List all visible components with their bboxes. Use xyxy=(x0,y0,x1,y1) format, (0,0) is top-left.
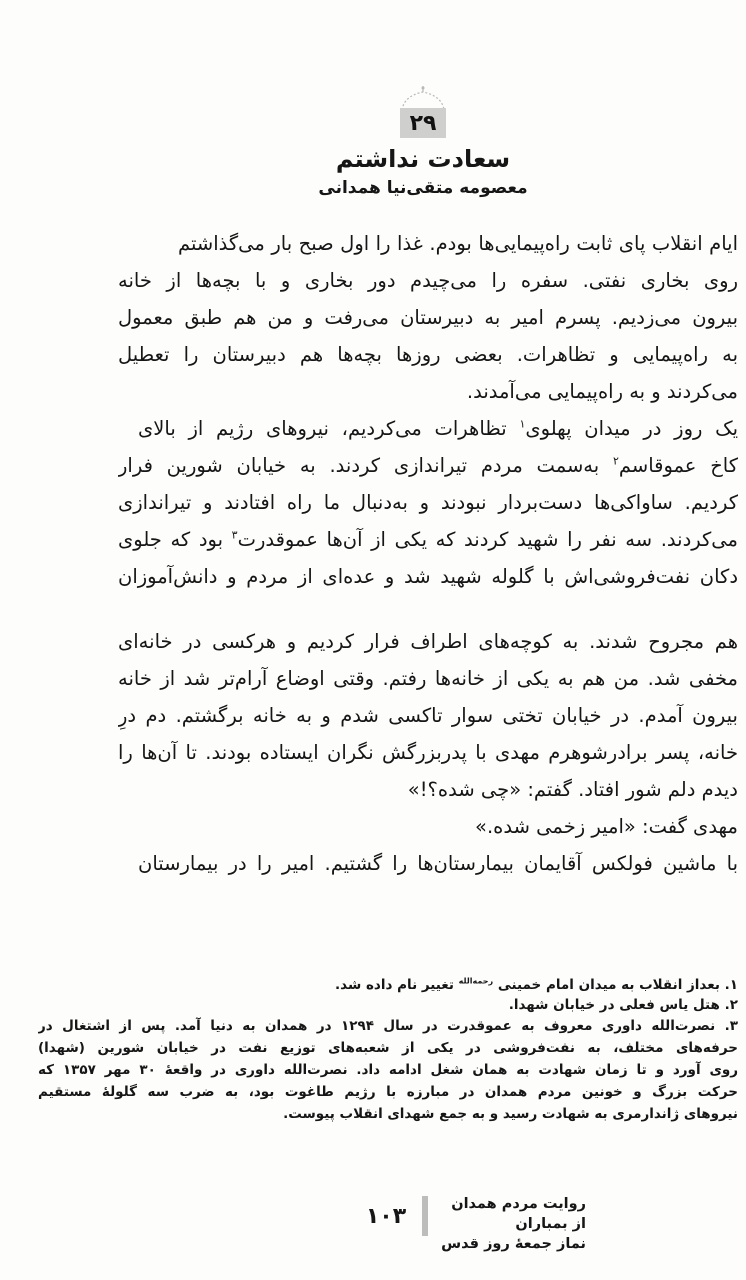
page-number: ۱۰۳ xyxy=(365,1204,407,1229)
footnote-1 xyxy=(318,975,738,997)
dome-ornament-icon xyxy=(398,86,448,110)
book-title-line: روایت مردم همدان از بمباران xyxy=(451,1196,586,1232)
footnote-3: ۳. نصرت‌الله داوری معروف به عموقدرت در سال ۱۲۹۴ در همدان به دنیا آمد. پس از اشتغال در xyxy=(38,1018,738,1034)
footnote-mark: ۳ xyxy=(231,528,238,542)
body-line xyxy=(118,451,738,483)
body-line-text: بود که جلوی xyxy=(118,528,224,551)
body-line: کردیم. ساواکی‌ها دست‌بردار نبودند و به‌دنبال ما راه افتادند و تیراندازی xyxy=(118,491,738,514)
body-line: خانه، پسر برادرشوهرم مهدی با پدربزرگش نگران ایستاده بودند. تا آن‌ها را xyxy=(118,741,738,764)
body-line: مهدی گفت: «امیر زخمی شده.» xyxy=(475,815,738,838)
book-title-line: نماز جمعهٔ روز قدس xyxy=(441,1236,586,1252)
body-line-text: کاخ عموقاسم xyxy=(618,454,738,477)
footnote-3-cont: حرکت بزرگ و خونین مردم همدان در مبارزه با رژیم طاغوت بود، به ضرب سه گلولهٔ مستقیم xyxy=(38,1084,738,1100)
footnote-mark: ۲ xyxy=(612,454,619,468)
body-line: ایام انقلاب پای ثابت راه‌پیمایی‌ها بودم. غذا را اول صبح بار می‌گذاشتم xyxy=(178,232,738,255)
footnote-3-cont: نیروهای ژاندارمری به شهادت رسید و به جمع شهدای انقلاب پیوست. xyxy=(283,1106,738,1122)
body-line: روی بخاری نفتی. سفره را می‌چیدم دور بخاری و با بچه‌ها از خانه xyxy=(118,269,738,292)
body-line: هم مجروح شدند. به کوچه‌های اطراف فرار کردیم و هرکسی در خانه‌ای xyxy=(118,630,738,653)
footnote-text: ۱. بعداز انقلاب به میدان امام خمینی xyxy=(497,977,738,993)
body-line-text: می‌کردند. سه نفر را شهید کردند که یکی از آن‌ها عموقدرت xyxy=(237,528,738,551)
footer-divider xyxy=(422,1196,428,1236)
body-line-text: به‌سمت مردم تیراندازی کردند. به خیابان شورین فرار xyxy=(118,454,600,477)
chapter-author: معصومه متقی‌نیا همدانی xyxy=(318,178,528,198)
footnote-3-cont: روی آورد و تا زمان شهادت به همان شغل ادامه داد. نصرت‌الله داوری در واقعهٔ ۳۰ مهر ۱۳۵۷ که xyxy=(38,1062,738,1078)
footnote-2: ۲. هتل یاس فعلی در خیابان شهدا. xyxy=(508,997,738,1013)
body-line: مخفی شد. من هم به یکی از خانه‌ها رفتم. وقتی اوضاع آرام‌تر شد از خانه xyxy=(118,667,738,690)
body-line: بیرون آمدم. در خیابان تختی سوار تاکسی شدم و به خانه برگشتم. دم درِ xyxy=(118,704,738,727)
chapter-number: ۲۹ xyxy=(400,108,446,138)
honorific-mark: رحمه‌الله xyxy=(458,976,494,986)
body-line: بیرون می‌زدیم. پسرم امیر به دبیرستان می‌رفت و من هم طبق معمول xyxy=(118,306,738,329)
body-line xyxy=(138,414,738,446)
body-line: می‌کردند و به راه‌پیمایی می‌آمدند. xyxy=(466,380,738,403)
body-line xyxy=(118,525,738,557)
body-line-text: تظاهرات می‌کردیم، نیروهای رژیم از بالای xyxy=(138,417,507,440)
body-line-text: یک روز در میدان پهلوی xyxy=(525,417,738,440)
body-line: دیدم دلم شور افتاد. گفتم: «چی شده؟!» xyxy=(407,778,738,801)
footnote-text: تغییر نام داده شد. xyxy=(335,977,454,993)
footnote-mark: ۱ xyxy=(519,417,526,431)
body-line: با ماشین فولکس آقایمان بیمارستان‌ها را گشتیم. امیر را در بیمارستان xyxy=(138,852,738,875)
footnote-3-cont: حرفه‌های مختلف، به نفت‌فروشی در یکی از شعبه‌های توزیع نفت در خیابان شورین (شهدا) xyxy=(38,1040,738,1056)
body-line: به راه‌پیمایی و تظاهرات. بعضی روزها بچه‌ها هم دبیرستان را تعطیل xyxy=(118,343,738,366)
chapter-title: سعادت نداشتم xyxy=(335,145,511,173)
body-line: دکان نفت‌فروشی‌اش با گلوله شهید شد و عده‌ای از مردم و دانش‌آموزان xyxy=(118,565,738,588)
running-footer-title xyxy=(436,1194,586,1254)
